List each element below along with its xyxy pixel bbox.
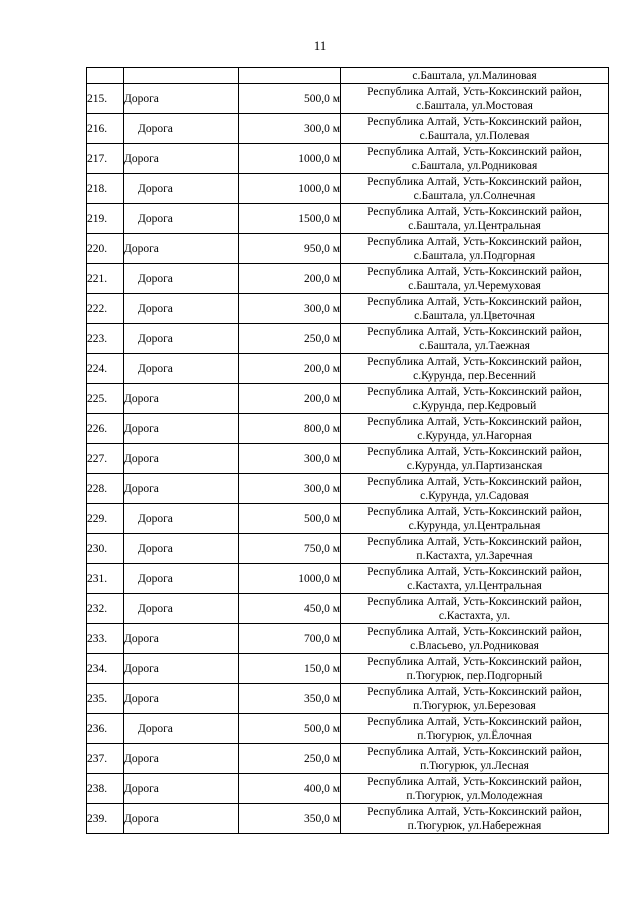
address-line: с.Баштала, ул.Полевая <box>419 129 530 142</box>
table-row <box>87 474 609 504</box>
cell-address <box>341 804 609 834</box>
cell-address <box>341 714 609 744</box>
table-row <box>87 294 609 324</box>
cell-length: 950,0 м <box>239 234 341 264</box>
cell-address <box>341 594 609 624</box>
address-line: с.Баштала, ул.Центральная <box>408 219 541 232</box>
cell-address <box>341 564 609 594</box>
address-line: Республика Алтай, Усть-Коксинский район, <box>367 145 582 158</box>
cell-name: Дорога <box>124 444 239 474</box>
cell-length: 300,0 м <box>239 474 341 504</box>
cell-number: 218. <box>87 174 124 204</box>
table-row <box>87 594 609 624</box>
cell-address <box>341 114 609 144</box>
cell-length: 500,0 м <box>239 504 341 534</box>
cell-number: 233. <box>87 624 124 654</box>
table-row <box>87 144 609 174</box>
cell-name: Дорога <box>124 654 239 684</box>
cell-name: Дорога <box>124 534 239 564</box>
address-line: с.Курунда, ул.Садовая <box>420 489 529 502</box>
address-line: Республика Алтай, Усть-Коксинский район, <box>367 685 582 698</box>
address-line: с.Власьево, ул.Родниковая <box>410 639 539 652</box>
address-line: с.Кастахта, ул. <box>438 609 511 622</box>
cell-length: 250,0 м <box>239 744 341 774</box>
address-line: с.Курунда, пер.Кедровый <box>412 399 537 412</box>
address-line: Республика Алтай, Усть-Коксинский район, <box>367 505 582 518</box>
address-line: с.Кастахта, ул.Центральная <box>407 579 542 592</box>
cell-number: 235. <box>87 684 124 714</box>
table-row <box>87 204 609 234</box>
address-line: с.Курунда, ул.Нагорная <box>417 429 532 442</box>
table-row <box>87 564 609 594</box>
cell-address <box>341 504 609 534</box>
cell-address <box>341 144 609 174</box>
address-line: Республика Алтай, Усть-Коксинский район, <box>367 565 582 578</box>
address-line: п.Тюгурюк, ул.Березовая <box>413 699 536 712</box>
address-line: Республика Алтай, Усть-Коксинский район, <box>367 115 582 128</box>
cell-address <box>341 234 609 264</box>
cell-number: 229. <box>87 504 124 534</box>
cell-name: Дорога <box>124 624 239 654</box>
address-line: с.Курунда, пер.Весенний <box>413 369 536 382</box>
address-line: п.Тюгурюк, ул.Набережная <box>407 819 542 832</box>
cell-length: 1000,0 м <box>239 564 341 594</box>
cell-length: 200,0 м <box>239 384 341 414</box>
cell-address <box>341 68 609 84</box>
cell-name: Дорога <box>124 774 239 804</box>
cell-address <box>341 474 609 504</box>
cell-address <box>341 324 609 354</box>
table-row <box>87 774 609 804</box>
address-line: Республика Алтай, Усть-Коксинский район, <box>367 625 582 638</box>
cell-number: 222. <box>87 294 124 324</box>
cell-number <box>87 68 124 84</box>
cell-number: 228. <box>87 474 124 504</box>
address-line: с.Баштала, ул.Родниковая <box>411 159 538 172</box>
cell-address <box>341 264 609 294</box>
address-line: Республика Алтай, Усть-Коксинский район, <box>367 595 582 608</box>
cell-length: 350,0 м <box>239 804 341 834</box>
address-line: Республика Алтай, Усть-Коксинский район, <box>367 205 582 218</box>
address-line: Республика Алтай, Усть-Коксинский район, <box>367 715 582 728</box>
cell-name: Дорога <box>124 744 239 774</box>
table-row <box>87 114 609 144</box>
table-row <box>87 444 609 474</box>
table-row <box>87 264 609 294</box>
cell-name: Дорога <box>124 354 239 384</box>
address-line: п.Кастахта, ул.Заречная <box>416 549 533 562</box>
address-line: с.Курунда, ул.Партизанская <box>406 459 543 472</box>
address-line: Республика Алтай, Усть-Коксинский район, <box>367 355 582 368</box>
address-line: Республика Алтай, Усть-Коксинский район, <box>367 295 582 308</box>
cell-number: 231. <box>87 564 124 594</box>
cell-name: Дорога <box>124 504 239 534</box>
table-row <box>87 534 609 564</box>
cell-length: 400,0 м <box>239 774 341 804</box>
cell-name: Дорога <box>124 384 239 414</box>
cell-name: Дорога <box>124 474 239 504</box>
cell-name: Дорога <box>124 564 239 594</box>
cell-number: 239. <box>87 804 124 834</box>
table-row <box>87 654 609 684</box>
table-row <box>87 624 609 654</box>
cell-name: Дорога <box>124 144 239 174</box>
cell-length: 300,0 м <box>239 444 341 474</box>
cell-number: 216. <box>87 114 124 144</box>
cell-address <box>341 684 609 714</box>
address-line: Республика Алтай, Усть-Коксинский район, <box>367 535 582 548</box>
cell-name: Дорога <box>124 294 239 324</box>
cell-number: 223. <box>87 324 124 354</box>
cell-length: 150,0 м <box>239 654 341 684</box>
cell-number: 236. <box>87 714 124 744</box>
cell-address <box>341 534 609 564</box>
table-row <box>87 324 609 354</box>
cell-address <box>341 744 609 774</box>
table-row <box>87 414 609 444</box>
table-row <box>87 234 609 264</box>
cell-address <box>341 654 609 684</box>
cell-length: 500,0 м <box>239 714 341 744</box>
address-line: Республика Алтай, Усть-Коксинский район, <box>367 475 582 488</box>
table-row <box>87 504 609 534</box>
address-line: Республика Алтай, Усть-Коксинский район, <box>367 415 582 428</box>
cell-address <box>341 414 609 444</box>
cell-name: Дорога <box>124 324 239 354</box>
address-line: с.Баштала, ул.Черемуховая <box>408 279 541 292</box>
address-line: п.Тюгурюк, ул.Лесная <box>420 759 529 772</box>
address-line: Республика Алтай, Усть-Коксинский район, <box>367 175 582 188</box>
cell-name: Дорога <box>124 714 239 744</box>
cell-name: Дорога <box>124 204 239 234</box>
address-line: Республика Алтай, Усть-Коксинский район, <box>367 655 582 668</box>
table-body <box>87 68 609 834</box>
roads-table <box>86 67 609 834</box>
address-line: с.Баштала, ул.Малиновая <box>412 69 537 82</box>
cell-name <box>124 68 239 84</box>
cell-number: 220. <box>87 234 124 264</box>
cell-address <box>341 444 609 474</box>
cell-name: Дорога <box>124 174 239 204</box>
address-line: п.Тюгурюк, пер.Подгорный <box>406 669 543 682</box>
table-row <box>87 684 609 714</box>
cell-name: Дорога <box>124 414 239 444</box>
cell-length: 200,0 м <box>239 354 341 384</box>
address-line: Республика Алтай, Усть-Коксинский район, <box>367 235 582 248</box>
address-line: с.Баштала, ул.Цветочная <box>414 309 535 322</box>
cell-name: Дорога <box>124 114 239 144</box>
cell-name: Дорога <box>124 234 239 264</box>
cell-number: 221. <box>87 264 124 294</box>
address-line: Республика Алтай, Усть-Коксинский район, <box>367 265 582 278</box>
cell-number: 227. <box>87 444 124 474</box>
cell-length: 500,0 м <box>239 84 341 114</box>
cell-length: 1000,0 м <box>239 144 341 174</box>
address-line: п.Тюгурюк, ул.Ёлочная <box>417 729 532 742</box>
cell-number: 225. <box>87 384 124 414</box>
address-line: с.Баштала, ул.Солнечная <box>413 189 536 202</box>
cell-name: Дорога <box>124 84 239 114</box>
table-row <box>87 84 609 114</box>
cell-number: 219. <box>87 204 124 234</box>
cell-length: 1000,0 м <box>239 174 341 204</box>
cell-number: 217. <box>87 144 124 174</box>
cell-length: 350,0 м <box>239 684 341 714</box>
address-line: Республика Алтай, Усть-Коксинский район, <box>367 385 582 398</box>
cell-name: Дорога <box>124 804 239 834</box>
cell-length: 750,0 м <box>239 534 341 564</box>
cell-address <box>341 624 609 654</box>
cell-length: 1500,0 м <box>239 204 341 234</box>
table-row-continuation <box>87 68 609 84</box>
cell-number: 234. <box>87 654 124 684</box>
cell-name: Дорога <box>124 264 239 294</box>
cell-number: 215. <box>87 84 124 114</box>
cell-length: 300,0 м <box>239 294 341 324</box>
address-line: Республика Алтай, Усть-Коксинский район, <box>367 445 582 458</box>
address-line: с.Курунда, ул.Центральная <box>408 519 541 532</box>
cell-address <box>341 294 609 324</box>
table-row <box>87 744 609 774</box>
address-line: с.Баштала, ул.Подгорная <box>413 249 536 262</box>
cell-name: Дорога <box>124 594 239 624</box>
cell-address <box>341 174 609 204</box>
cell-number: 230. <box>87 534 124 564</box>
cell-number: 232. <box>87 594 124 624</box>
cell-number: 226. <box>87 414 124 444</box>
cell-number: 237. <box>87 744 124 774</box>
cell-length: 300,0 м <box>239 114 341 144</box>
cell-address <box>341 204 609 234</box>
cell-address <box>341 84 609 114</box>
page-number: 11 <box>313 38 327 53</box>
address-line: с.Баштала, ул.Мостовая <box>416 99 533 112</box>
table-row <box>87 714 609 744</box>
address-line: Республика Алтай, Усть-Коксинский район, <box>367 775 582 788</box>
cell-address <box>341 354 609 384</box>
cell-length: 200,0 м <box>239 264 341 294</box>
cell-number: 238. <box>87 774 124 804</box>
address-line: п.Тюгурюк, ул.Молодежная <box>406 789 543 802</box>
cell-length: 800,0 м <box>239 414 341 444</box>
cell-name: Дорога <box>124 684 239 714</box>
address-line: Республика Алтай, Усть-Коксинский район, <box>367 805 582 818</box>
table-row <box>87 804 609 834</box>
address-line: Республика Алтай, Усть-Коксинский район, <box>367 745 582 758</box>
cell-number: 224. <box>87 354 124 384</box>
table-row <box>87 354 609 384</box>
table-row <box>87 384 609 414</box>
cell-length <box>239 68 341 84</box>
cell-length: 250,0 м <box>239 324 341 354</box>
cell-address <box>341 774 609 804</box>
address-line: с.Баштала, ул.Таежная <box>419 339 530 352</box>
address-line: Республика Алтай, Усть-Коксинский район, <box>367 325 582 338</box>
cell-length: 450,0 м <box>239 594 341 624</box>
cell-address <box>341 384 609 414</box>
table-row <box>87 174 609 204</box>
cell-length: 700,0 м <box>239 624 341 654</box>
address-line: Республика Алтай, Усть-Коксинский район, <box>367 85 582 98</box>
